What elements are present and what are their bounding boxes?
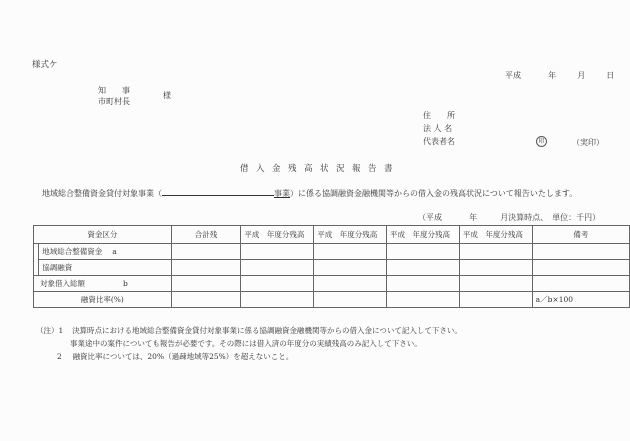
balance-table [33,225,630,308]
intro-blank-suffix: 事業 [274,189,290,198]
unit-era: （平成 [418,213,442,222]
table-header-row [34,226,630,244]
cell-year-1[interactable] [241,276,314,292]
date-era: 平成 [505,71,521,80]
project-name-blank[interactable] [162,187,274,196]
intro-prefix: 地域総合整備資金貸付対象事業（ [42,189,162,198]
cell-year-1[interactable] [241,244,314,260]
cell-year-3[interactable] [387,276,460,292]
cell-year-2[interactable] [314,276,387,292]
sender-corp-label: 法 人 名 [423,124,453,133]
cell-remarks[interactable] [532,260,629,276]
unit-rest: 月決算時点、 単位：千円） [500,213,601,222]
date-year: 年 [548,71,557,80]
table-row [34,292,630,308]
table-row [34,260,630,276]
cell-remarks: a／b×100 [532,292,629,308]
row-mark: b [123,279,128,288]
addressee-mayor: 市町村長 [98,97,130,106]
seal-note: （実印） [572,138,604,147]
cell-year-2[interactable] [314,244,387,260]
sender-address-label: 住 所 [423,111,455,120]
form-id: 様式ケ [32,60,58,70]
header-year-4: 平成 年度分残高 [459,226,532,244]
cell-year-1[interactable] [241,292,314,308]
table-row [34,276,630,292]
cell-total[interactable] [171,276,241,292]
note-2-number: 2 [57,352,62,361]
header-total: 合計残 [171,226,241,244]
seal-icon: 印 [536,136,547,147]
row-mark: a [112,247,117,256]
header-year-1: 平成 年度分残高 [241,226,314,244]
cell-year-2[interactable] [314,292,387,308]
note-1-text: 決算時点における地域総合整備資金貸付対象事業に係る協調融資金融機関等からの借入金について記入して下さい。 [72,326,462,335]
sender-rep-label: 代表者名 [423,137,455,146]
cell-total[interactable] [171,260,241,276]
cell-year-3[interactable] [387,292,460,308]
row-label-text: 対象借入総額 [40,279,85,288]
table-row [34,244,630,260]
addressee-governor: 知 事 [98,86,130,95]
note-1-line-2: 事業途中の案件についても報告が必要です。その際には借入済の年度分の実績残高のみ記入して下さい。 [70,339,422,348]
cell-year-3[interactable] [387,244,460,260]
note-2-text: 融資比率については、20%（過疎地域等25%）を超えないこと。 [72,352,294,361]
row-label-text: 地域総合整備資金 [42,247,103,256]
cell-total[interactable] [171,244,241,260]
cell-year-3[interactable] [387,260,460,276]
unit-year: 年 [469,213,478,222]
header-year-2: 平成 年度分残高 [314,226,387,244]
header-kubun: 資金区分 [34,226,172,244]
cell-remarks[interactable] [532,276,629,292]
cell-year-4[interactable] [459,276,532,292]
row-label-text: 協調融資 [42,263,73,272]
addressee-honorific: 様 [163,91,171,100]
date-month: 月 [577,71,586,80]
note-1-line-1 [36,325,462,336]
cell-year-2[interactable] [314,260,387,276]
unit-line [418,212,600,223]
intro-text [42,187,577,199]
header-year-3: 平成 年度分残高 [387,226,460,244]
header-remarks: 備考 [532,226,629,244]
cell-remarks[interactable] [532,244,629,260]
date-day: 日 [606,71,615,80]
row-label [39,244,171,260]
document-title: 借入金残高状況報告書 [240,164,401,174]
notes-prefix: （注）1 [36,326,64,335]
note-2 [57,351,293,362]
date-line [505,70,614,81]
cell-year-1[interactable] [241,260,314,276]
intro-suffix: ）に係る協調融資金融機関等からの借入金の残高状況について報告いたします。 [290,189,578,198]
cell-year-4[interactable] [459,260,532,276]
row-label [39,260,171,276]
row-label [34,276,172,292]
cell-total[interactable] [171,292,241,308]
cell-year-4[interactable] [459,244,532,260]
row-label: 融資比率(%) [34,292,172,308]
cell-year-4[interactable] [459,292,532,308]
